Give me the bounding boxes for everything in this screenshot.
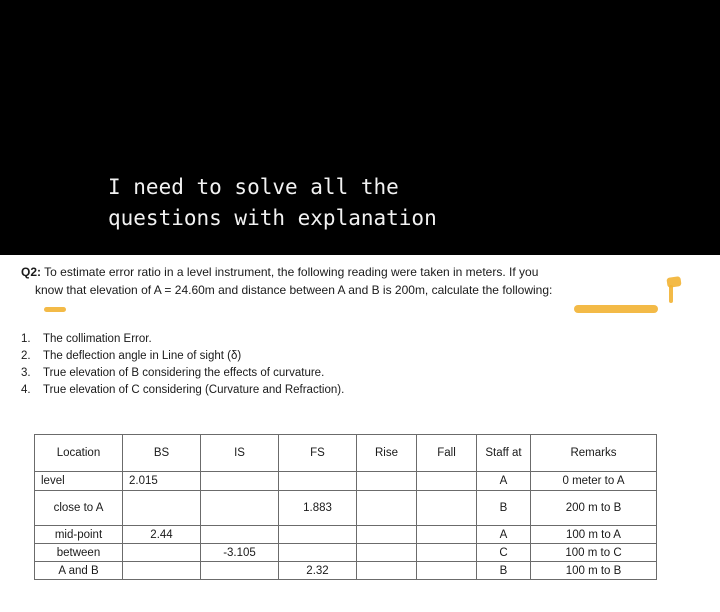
- header-remarks: Remarks: [531, 435, 657, 472]
- table-row: [35, 526, 657, 544]
- cell-rise: [357, 472, 417, 491]
- caption-text: [108, 172, 437, 234]
- cell-fs: 2.32: [279, 562, 357, 580]
- cell-location: A and B: [35, 562, 123, 580]
- highlighter-mark-left: [44, 307, 66, 312]
- list-item: 2. The deflection angle in Line of sight (δ): [21, 350, 242, 362]
- cell-remarks: 0 meter to A: [531, 472, 657, 491]
- cell-fs: [279, 472, 357, 491]
- cell-is: [201, 472, 279, 491]
- list-item: 3. True elevation of B considering the effects of curvature.: [21, 367, 325, 379]
- cell-fs: [279, 526, 357, 544]
- header-is: IS: [201, 435, 279, 472]
- cell-rise: [357, 491, 417, 526]
- header-rise: Rise: [357, 435, 417, 472]
- table-header-row: [35, 435, 657, 472]
- caption-line-1: I need to solve all the: [108, 175, 399, 199]
- highlighter-mark-right: [574, 305, 658, 313]
- list-item: 1. The collimation Error.: [21, 333, 152, 345]
- cell-remarks: 100 m to A: [531, 526, 657, 544]
- cell-staff-at: B: [477, 562, 531, 580]
- cell-bs: [123, 491, 201, 526]
- cell-location: close to A: [35, 491, 123, 526]
- highlighter-mark-stroke: [669, 285, 673, 303]
- question-label: Q2:: [21, 265, 42, 279]
- cell-fall: [417, 544, 477, 562]
- header-fall: Fall: [417, 435, 477, 472]
- question-line-2: know that elevation of A = 24.60m and distance between A and B is 200m, calculate the following:: [35, 283, 553, 297]
- cell-staff-at: A: [477, 526, 531, 544]
- cell-bs: 2.44: [123, 526, 201, 544]
- dark-caption-band: [0, 0, 720, 255]
- header-location: Location: [35, 435, 123, 472]
- question-line-1: To estimate error ratio in a level instrument, the following reading were taken in meters. If you: [41, 265, 539, 279]
- cell-is: [201, 562, 279, 580]
- cell-remarks: 200 m to B: [531, 491, 657, 526]
- cell-rise: [357, 562, 417, 580]
- cell-staff-at: A: [477, 472, 531, 491]
- table-row: [35, 544, 657, 562]
- header-bs: BS: [123, 435, 201, 472]
- question-text: [21, 263, 701, 299]
- cell-rise: [357, 544, 417, 562]
- cell-staff-at: C: [477, 544, 531, 562]
- header-staff-at: Staff at: [477, 435, 531, 472]
- cell-bs: [123, 562, 201, 580]
- cell-location: between: [35, 544, 123, 562]
- cell-fall: [417, 526, 477, 544]
- table-row: [35, 491, 657, 526]
- cell-fs: 1.883: [279, 491, 357, 526]
- cell-staff-at: B: [477, 491, 531, 526]
- cell-location: level: [35, 472, 123, 491]
- document-image: [0, 255, 720, 612]
- cell-remarks: 100 m to C: [531, 544, 657, 562]
- cell-rise: [357, 526, 417, 544]
- cell-fs: [279, 544, 357, 562]
- cell-location: mid-point: [35, 526, 123, 544]
- cell-remarks: 100 m to B: [531, 562, 657, 580]
- cell-fall: [417, 472, 477, 491]
- cell-fall: [417, 491, 477, 526]
- cell-bs: [123, 544, 201, 562]
- table-row: [35, 472, 657, 491]
- cell-is: [201, 491, 279, 526]
- caption-line-2: questions with explanation: [108, 206, 437, 230]
- cell-fall: [417, 562, 477, 580]
- table-row: [35, 562, 657, 580]
- header-fs: FS: [279, 435, 357, 472]
- list-item: 4. True elevation of C considering (Curvature and Refraction).: [21, 384, 345, 396]
- cell-is: [201, 526, 279, 544]
- level-readings-table: [34, 434, 657, 580]
- cell-bs: 2.015: [123, 472, 201, 491]
- cell-is: -3.105: [201, 544, 279, 562]
- question-list: [21, 331, 344, 399]
